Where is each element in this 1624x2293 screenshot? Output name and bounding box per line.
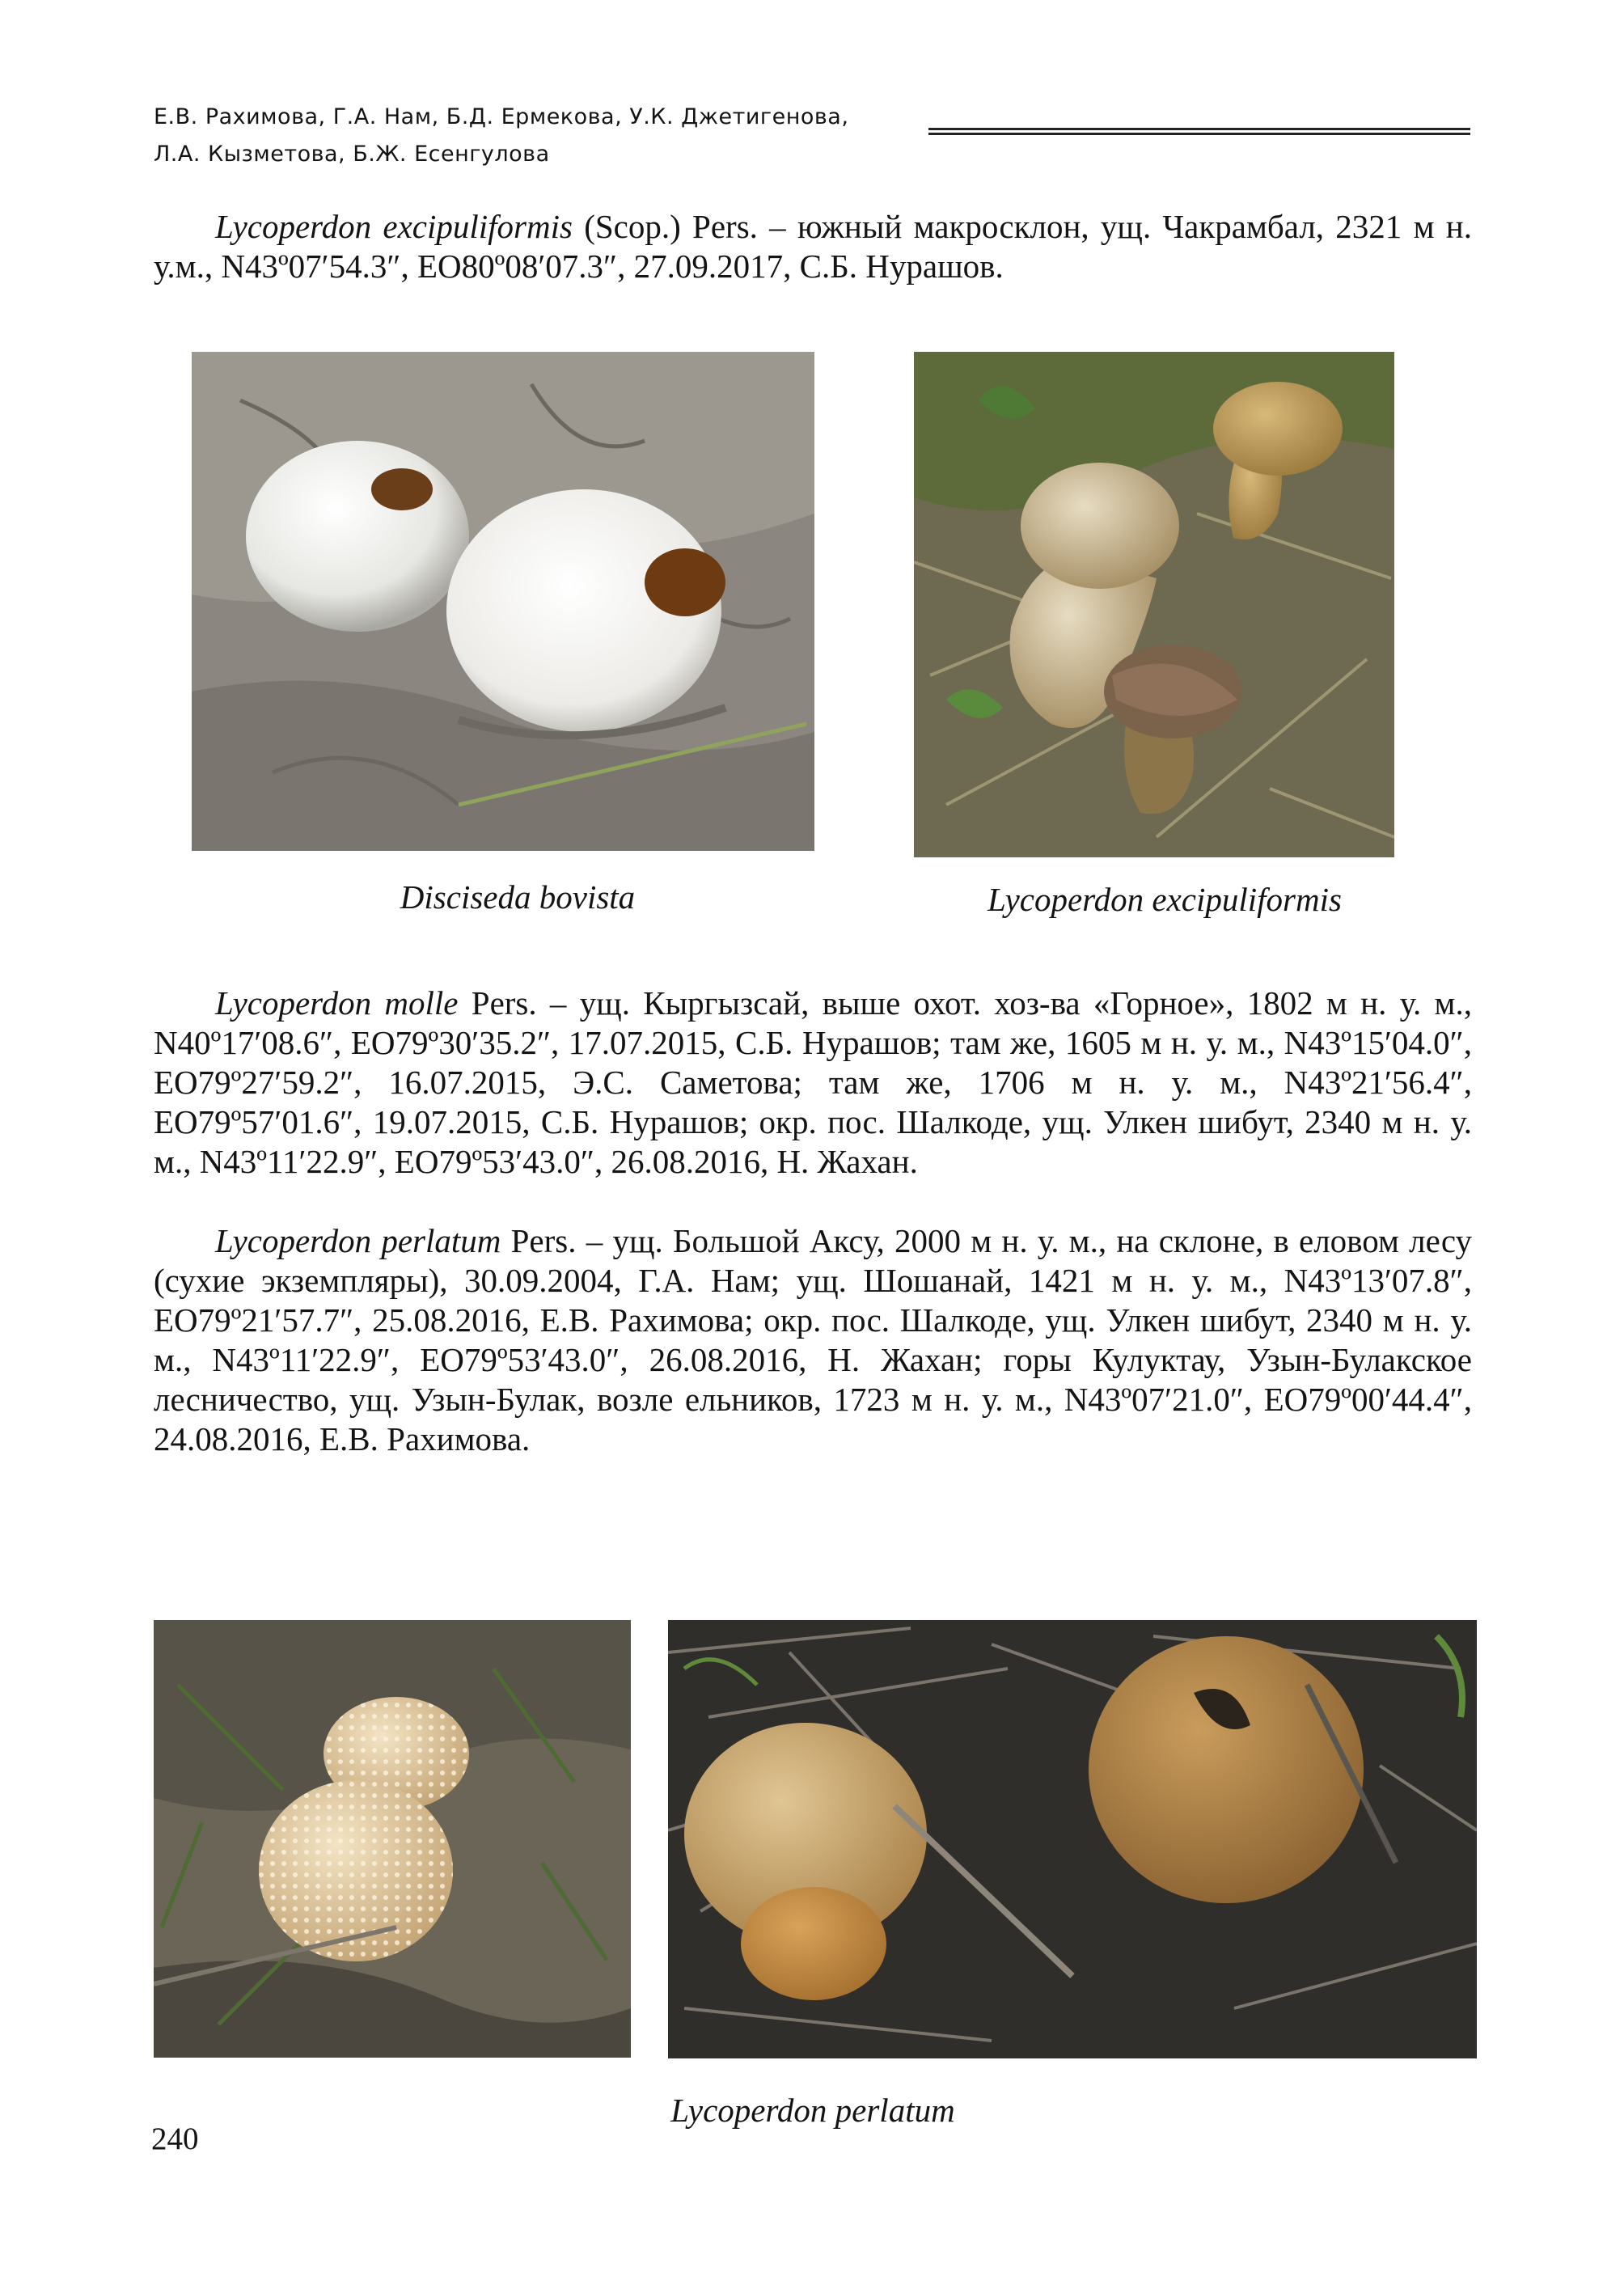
running-header [154,99,914,173]
species-name: Lycoperdon excipuliformis [215,208,573,245]
authors-line-2: Л.А. Кызметова, Б.Ж. Есенгулова [154,142,550,167]
photo-lycoperdon-excipuliformis [914,352,1394,857]
caption-lycoperdon-perlatum: Lycoperdon perlatum [670,2092,955,2129]
photo-disciseda-bovista [192,352,814,851]
record-text: Pers. – ущ. Кыргызсай, выше охот. хоз-ва «Горное», 1802 м н. у. м., N40º17′08.6″, ЕО79º30′35.2″, 17.07.2015, С.Б. Нурашов; там же, 1605 м н. у. м., N43º15′04.0″, ЕО79º27′59.2″, 16.07.2015, Э.С. Саметова; там же, 1706 м н. у. м., N43º21′56.4″, ЕО79º57′01.6″, 19.07.2015, С.Б. Нурашов; окр. пос. Шалкоде, ущ. Улкен шибут, 2340 м н. у. м., N43º11′22.9″, ЕО79º53′43.0″, 26.08.2016, Н. Жахан. [154,984,1472,1180]
photo-lycoperdon-perlatum-right [668,1620,1477,2058]
paragraph-lycoperdon-perlatum [154,1221,1472,1459]
species-name: Lycoperdon perlatum [215,1222,501,1259]
species-name: Lycoperdon molle [215,984,459,1022]
caption-disciseda-bovista: Disciseda bovista [400,878,636,916]
page-number: 240 [151,2122,199,2156]
photo-lycoperdon-perlatum-left [154,1620,631,2058]
record-text: Pers. – ущ. Большой Аксу, 2000 м н. у. м., на склоне, в еловом лесу (сухие экземпляры), 30.09.2004, Г.А. Нам; ущ. Шошанай, 1421 м н. у. м., N43º13′07.8″, ЕО79º21′57.7″, 25.08.2016, Е.В. Рахимова; окр. пос. Шалкоде, ущ. Улкен шибут, 2340 м н. у. м., N43º11′22.9″, ЕО79º53′43.0″, 26.08.2016, Н. Жахан; горы Кулуктау, Узын-Булакское лесничество, ущ. Узын-Булак, возле ельников, 1723 м н. у. м., N43º07′21.0″, ЕО79º00′44.4″, 24.08.2016, Е.В. Рахимова. [154,1222,1472,1457]
paragraph-lycoperdon-excipuliformis [154,207,1472,286]
record-text: (Scop.) Pers. – южный макросклон, ущ. Чакрамбал, 2321 м н. у.м., N43º07′54.3″, ЕО80º08′07.3″, 27.09.2017, С.Б. Нурашов. [154,208,1472,285]
caption-lycoperdon-excipuliformis: Lycoperdon excipuliformis [988,881,1342,918]
header-double-rule [928,128,1470,135]
paragraph-lycoperdon-molle [154,984,1472,1182]
authors-line-1: Е.В. Рахимова, Г.А. Нам, Б.Д. Ермекова, У.К. Джетигенова, [154,104,849,129]
